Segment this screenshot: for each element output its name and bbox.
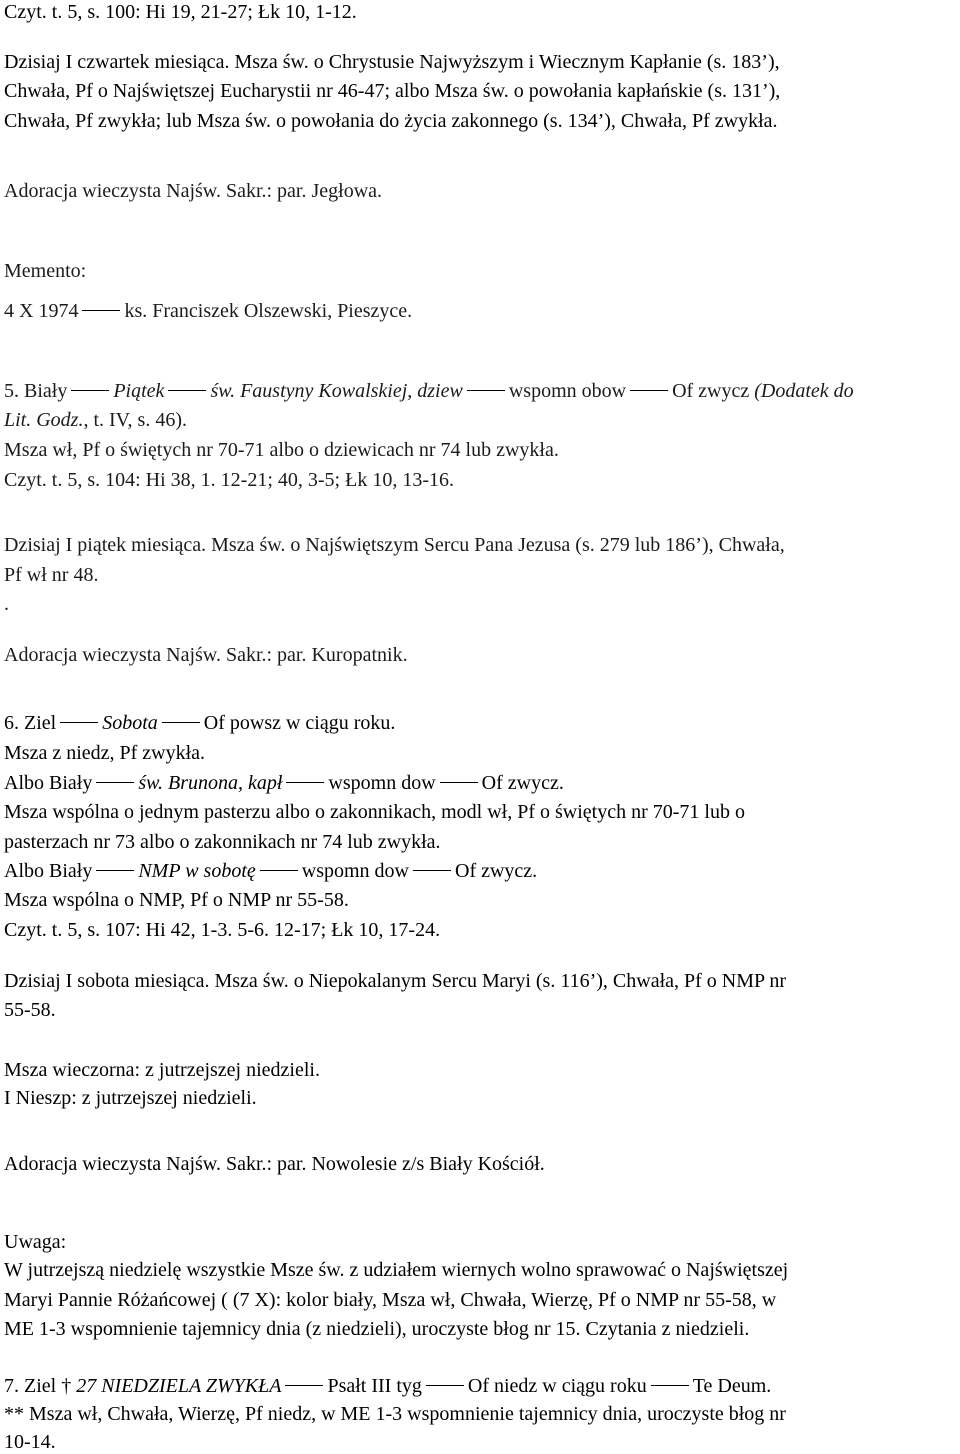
note-line-1: W jutrzejszą niedzielę wszystkie Msze św. z udziałem wiernych wolno sprawować o Najświętszej — [4, 1259, 789, 1281]
day5-header — [4, 379, 854, 403]
day6-vespers: I Nieszp: z jutrzejszej niedzieli. — [4, 1087, 257, 1109]
day7-psalter: Psałt III tyg — [327, 1375, 422, 1397]
day6-weekday: Sobota — [102, 712, 158, 734]
em-dash — [60, 722, 98, 723]
note-line-3: ME 1-3 wspomnienie tajemnicy dnia (z niedzieli), uroczyste błog nr 15. Czytania z niedzieli. — [4, 1318, 750, 1340]
day6-office: Of powsz w ciągu roku. — [203, 712, 396, 734]
day6-mass-2-line-2: pasterzach nr 73 albo o zakonnikach nr 74 lub zwykła. — [4, 831, 441, 853]
day5-saint: św. Faustyny Kowalskiej, dziew — [210, 380, 463, 402]
day6-mass-2-line-1: Msza wspólna o jednym pasterzu albo o zakonnikach, modl wł, Pf o świętych nr 70-71 lub o — [4, 801, 745, 823]
readings-line: Czyt. t. 5, s. 100: Hi 19, 21-27; Łk 10, 1-12. — [4, 1, 357, 23]
memento-entry — [4, 299, 412, 323]
day5-readings: Czyt. t. 5, s. 104: Hi 38, 1. 12-21; 40, 3-5; Łk 10, 13-16. — [4, 469, 454, 491]
adoration-line: Adoracja wieczysta Najśw. Sakr.: par. Jegłowa. — [4, 180, 383, 202]
day6-alt2-office: Of zwycz. — [455, 860, 538, 882]
em-dash — [630, 390, 668, 391]
cross-icon: † — [61, 1375, 72, 1397]
em-dash — [96, 870, 134, 871]
day5-mass: Msza wł, Pf o świętych nr 70-71 albo o dziewicach nr 74 lub zwykła. — [4, 439, 559, 461]
day7-title: 27 NIEDZIELA ZWYKŁA — [76, 1375, 282, 1397]
day6-readings: Czyt. t. 5, s. 107: Hi 42, 1-3. 5-6. 12-17; Łk 10, 17-24. — [4, 919, 441, 941]
em-dash — [82, 310, 120, 311]
em-dash — [467, 390, 505, 391]
day6-alt2-prefix: Albo Biały — [4, 860, 93, 882]
em-dash — [162, 722, 200, 723]
memento-label: Memento: — [4, 260, 87, 282]
day6-number: 6. Ziel — [4, 712, 57, 734]
day6-first-saturday-line-1: Dzisiaj I sobota miesiąca. Msza św. o Niepokalanym Sercu Maryi (s. 116’), Chwała, Pf o NMP nr — [4, 970, 787, 992]
em-dash — [168, 390, 206, 391]
day5-weekday: Piątek — [113, 380, 165, 402]
em-dash — [426, 1385, 464, 1386]
day5-note-c: , t. IV, s. 46). — [83, 409, 187, 431]
day6-alt-2 — [4, 859, 537, 883]
em-dash — [286, 782, 324, 783]
first-thursday-mass-line-3: Chwała, Pf zwykła; lub Msza św. o powołania do życia zakonnego (s. 134’), Chwała, Pf zwykła. — [4, 110, 778, 132]
day7-mass-line-1: ** Msza wł, Chwała, Wierzę, Pf niedz, w ME 1-3 wspomnienie tajemnicy dnia, uroczyste błog nr — [4, 1403, 786, 1425]
memento-date: 4 X 1974 — [4, 300, 79, 322]
em-dash — [440, 782, 478, 783]
day6-alt-1 — [4, 771, 564, 795]
em-dash — [651, 1385, 689, 1386]
note-line-2: Maryi Pannie Różańcowej ( (7 X): kolor biały, Msza wł, Chwała, Wierzę, Pf o NMP nr 55-58, w — [4, 1289, 777, 1311]
day6-adoration: Adoracja wieczysta Najśw. Sakr.: par. Nowolesie z/s Biały Kościół. — [4, 1153, 545, 1175]
em-dash — [285, 1385, 323, 1386]
note-label: Uwaga: — [4, 1231, 67, 1253]
day6-alt1-rank: wspomn dow — [328, 772, 436, 794]
day5-first-friday-line-2: Pf wł nr 48. — [4, 564, 99, 586]
day5-dot: . — [4, 593, 9, 615]
day6-alt2-rank: wspomn dow — [301, 860, 409, 882]
em-dash — [71, 390, 109, 391]
day6-first-saturday-line-2: 55-58. — [4, 999, 56, 1021]
day5-number: 5. Biały — [4, 380, 68, 402]
day5-adoration: Adoracja wieczysta Najśw. Sakr.: par. Kuropatnik. — [4, 644, 408, 666]
day7-number: 7. Ziel — [4, 1375, 57, 1397]
day6-alt1-saint: św. Brunona, kapł — [138, 772, 283, 794]
day7-te-deum: Te Deum. — [692, 1375, 772, 1397]
day5-rank: wspomn obow — [508, 380, 627, 402]
day7-header — [4, 1374, 771, 1398]
em-dash — [96, 782, 134, 783]
day7-office: Of niedz w ciągu roku — [467, 1375, 647, 1397]
day6-header — [4, 711, 395, 735]
day6-alt1-office: Of zwycz. — [481, 772, 564, 794]
day5-office: Of zwycz — [672, 380, 750, 402]
em-dash — [260, 870, 298, 871]
day5-first-friday-line-1: Dzisiaj I piątek miesiąca. Msza św. o Najświętszym Sercu Pana Jezusa (s. 279 lub 186’), Chwała, — [4, 534, 785, 556]
day6-alt1-prefix: Albo Biały — [4, 772, 93, 794]
first-thursday-mass-line-2: Chwała, Pf o Najświętszej Eucharystii nr 46-47; albo Msza św. o powołania kapłańskie (s. 131’), — [4, 80, 781, 102]
day5-note-line — [4, 408, 187, 432]
day5-note-b: Lit. Godz. — [4, 409, 84, 431]
day5-note-a: (Dodatek do — [754, 380, 854, 402]
day6-mass-3: Msza wspólna o NMP, Pf o NMP nr 55-58. — [4, 889, 349, 911]
day6-alt2-saint: NMP w sobotę — [138, 860, 256, 882]
memento-text: ks. Franciszek Olszewski, Pieszyce. — [124, 300, 413, 322]
day6-evening-mass: Msza wieczorna: z jutrzejszej niedzieli. — [4, 1059, 320, 1081]
first-thursday-mass-line-1: Dzisiaj I czwartek miesiąca. Msza św. o Chrystusie Najwyższym i Wiecznym Kapłanie (s. 183’), — [4, 51, 780, 73]
day7-mass-line-2: 10-14. — [4, 1431, 56, 1453]
day6-mass-1: Msza z niedz, Pf zwykła. — [4, 742, 206, 764]
em-dash — [413, 870, 451, 871]
